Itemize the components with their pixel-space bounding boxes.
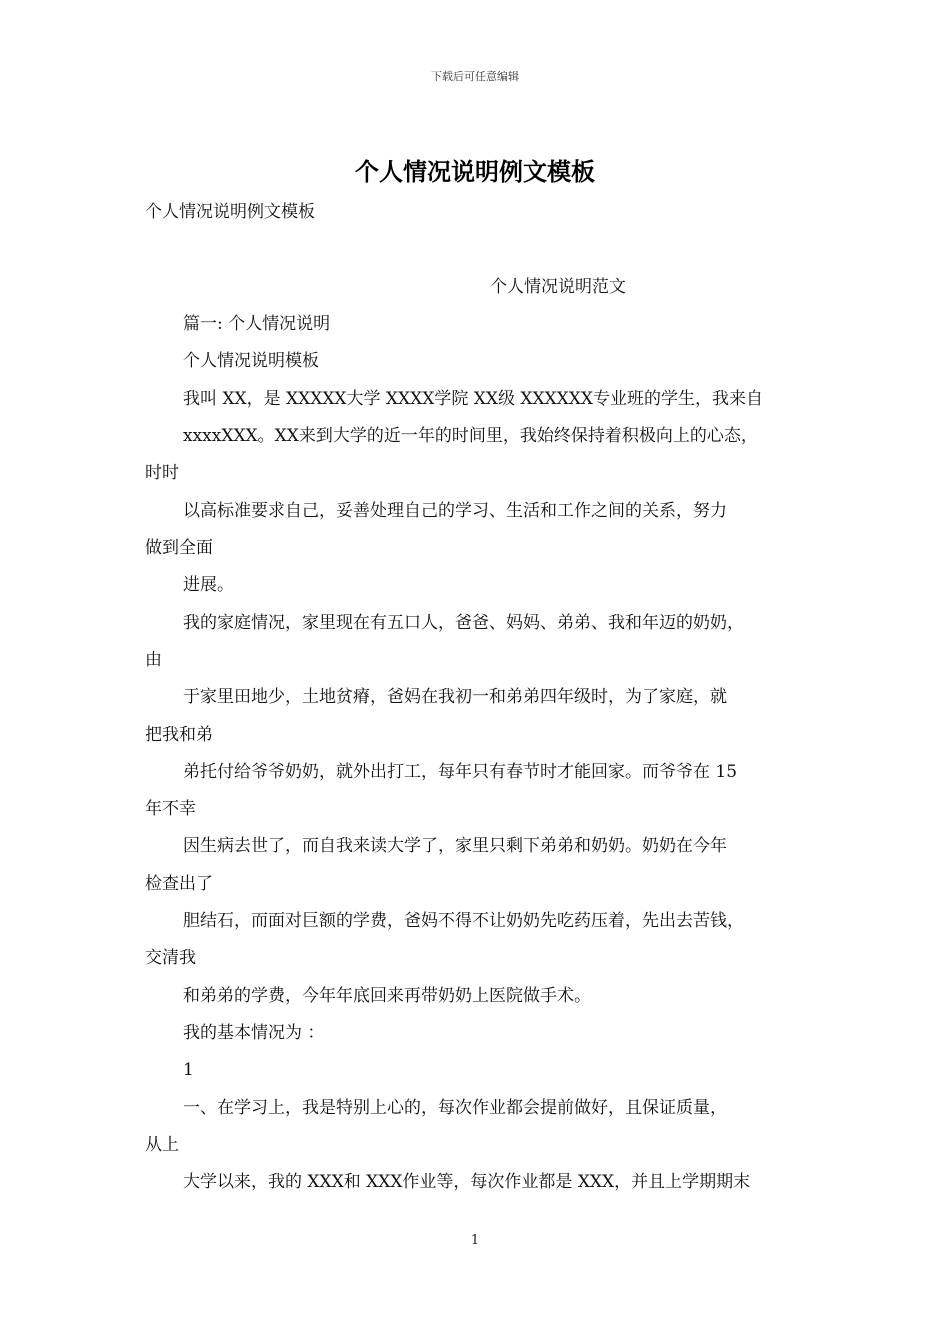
body-line: 一、在学习上，我是特别上心的，每次作业都会提前做好，且保证质量， bbox=[183, 1098, 727, 1118]
body-line: 进展。 bbox=[183, 575, 234, 595]
body-line: 检查出了 bbox=[145, 874, 213, 894]
document-subtitle: 个人情况说明例文模板 bbox=[145, 202, 315, 222]
body-line: 我的家庭情况，家里现在有五口人，爸爸、妈妈、弟弟、我和年迈的奶奶， bbox=[183, 613, 744, 633]
body-line: 把我和弟 bbox=[145, 725, 213, 745]
body-line: 年不幸 bbox=[145, 799, 196, 819]
body-line: 做到全面 bbox=[145, 538, 213, 558]
body-line: 胆结石，而面对巨额的学费，爸妈不得不让奶奶先吃药压着，先出去苦钱， bbox=[183, 911, 744, 931]
body-line: 交清我 bbox=[145, 948, 196, 968]
body-line: 弟托付给爷爷奶奶，就外出打工，每年只有春节时才能回家。而爷爷在 15 bbox=[183, 762, 738, 782]
header-note: 下载后可任意编辑 bbox=[431, 70, 519, 83]
document-title: 个人情况说明例文模板 bbox=[355, 157, 595, 186]
body-line: 篇一: 个人情况说明 bbox=[183, 314, 331, 334]
body-line: 个人情况说明模板 bbox=[183, 351, 319, 371]
body-line: xxxxXXX。XX来到大学的近一年的时间里，我始终保持着积极向上的心态， bbox=[183, 426, 758, 446]
body-line: 我的基本情况为 ： bbox=[183, 1023, 325, 1043]
body-line: 时时 bbox=[145, 463, 179, 483]
body-line: 我叫 XX，是 XXXXX大学 XXXX学院 XX级 XXXXXX专业班的学生，我来自 bbox=[183, 389, 763, 409]
body-line: 因生病去世了，而自我来读大学了，家里只剩下弟弟和奶奶。奶奶在今年 bbox=[183, 836, 727, 856]
body-line: 以高标准要求自己，妥善处理自己的学习、生活和工作之间的关系，努力 bbox=[183, 501, 727, 521]
body-line: 从上 bbox=[145, 1135, 179, 1155]
body-line: 1 bbox=[183, 1060, 194, 1080]
page-number: 1 bbox=[470, 1233, 480, 1248]
body-line: 于家里田地少，土地贫瘠，爸妈在我初一和弟弟四年级时，为了家庭，就 bbox=[183, 687, 727, 707]
body-line: 和弟弟的学费，今年年底回来再带奶奶上医院做手术。 bbox=[183, 986, 591, 1006]
body-line: 大学以来，我的 XXX和 XXX作业等，每次作业都是 XXX，并且上学期期末 bbox=[183, 1172, 751, 1192]
section-heading: 个人情况说明范文 bbox=[490, 277, 626, 297]
body-line: 由 bbox=[145, 650, 162, 670]
